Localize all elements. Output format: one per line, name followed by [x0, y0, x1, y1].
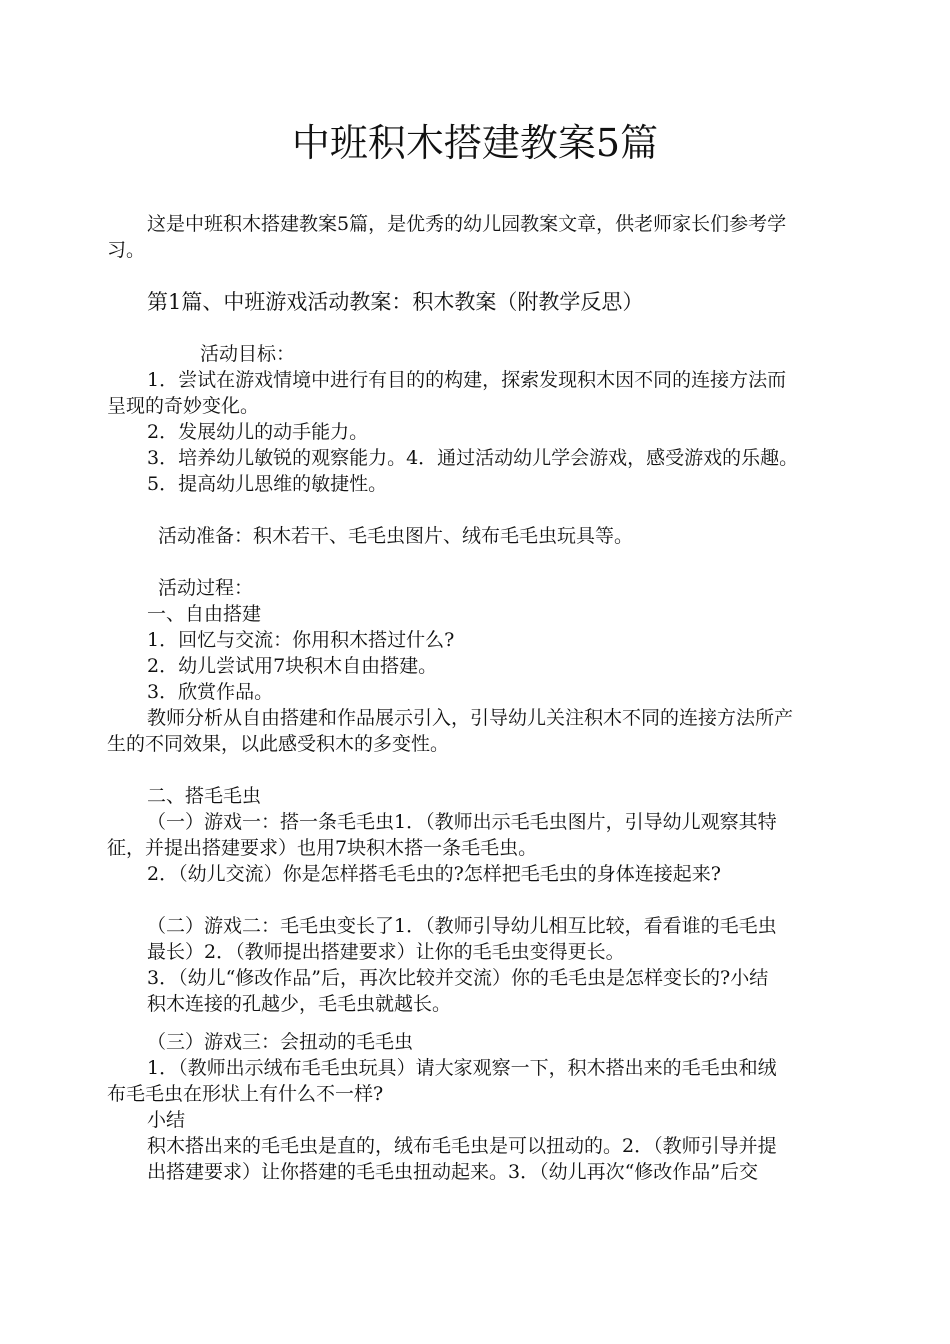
- body-line: （二）游戏二：毛毛虫变长了1．（教师引导幼儿相互比较，看看谁的毛毛虫: [147, 915, 777, 937]
- body-line: 呈现的奇妙变化。: [107, 395, 260, 417]
- body-line: 一、自由搭建: [147, 603, 262, 625]
- body-line: 教师分析从自由搭建和作品展示引入，引导幼儿关注积木不同的连接方法所产: [147, 707, 794, 729]
- body-line: 1．回忆与交流：你用积木搭过什么?: [147, 629, 455, 651]
- intro-line-1: 这是中班积木搭建教案5篇，是优秀的幼儿园教案文章，供老师家长们参考学: [147, 213, 787, 235]
- body-line: 最长）2．（教师提出搭建要求）让你的毛毛虫变得更长。: [147, 941, 625, 963]
- body-line: 3．培养幼儿敏锐的观察能力。4．通过活动幼儿学会游戏，感受游戏的乐趣。: [147, 447, 799, 469]
- section-heading: 第1篇、中班游戏活动教案：积木教案（附教学反思）: [147, 290, 644, 314]
- body-line: 积木连接的孔越少，毛毛虫就越长。: [147, 993, 452, 1015]
- body-line: 1．（教师出示绒布毛毛虫玩具）请大家观察一下，积木搭出来的毛毛虫和绒: [147, 1057, 777, 1079]
- body-line: 1．尝试在游戏情境中进行有目的的构建，探索发现积木因不同的连接方法而: [147, 369, 787, 391]
- body-line: 2．幼儿尝试用7块积木自由搭建。: [147, 655, 438, 677]
- body-line: 二、搭毛毛虫: [147, 785, 262, 807]
- body-line: 3．欣赏作品。: [147, 681, 274, 703]
- body-line: 活动准备：积木若干、毛毛虫图片、绒布毛毛虫玩具等。: [158, 525, 634, 547]
- body-line: （三）游戏三：会扭动的毛毛虫: [147, 1031, 414, 1053]
- body-line: 2．发展幼儿的动手能力。: [147, 421, 369, 443]
- body-line: 活动过程：: [158, 577, 254, 599]
- body-line: 布毛毛虫在形状上有什么不一样?: [107, 1083, 384, 1105]
- body-line: 5．提高幼儿思维的敏捷性。: [147, 473, 388, 495]
- body-line: 3．（幼儿“修改作品”后，再次比较并交流）你的毛毛虫是怎样变长的?小结: [147, 967, 769, 989]
- body-line: 积木搭出来的毛毛虫是直的，绒布毛毛虫是可以扭动的。2．（教师引导并提: [147, 1135, 777, 1157]
- body-line: 生的不同效果，以此感受积木的多变性。: [107, 733, 450, 755]
- body-line: （一）游戏一：搭一条毛毛虫1．（教师出示毛毛虫图片，引导幼儿观察其特: [147, 811, 777, 833]
- body-line: 出搭建要求）让你搭建的毛毛虫扭动起来。3．（幼儿再次“修改作品”后交: [147, 1161, 759, 1183]
- body-line: 2．（幼儿交流）你是怎样搭毛毛虫的?怎样把毛毛虫的身体连接起来?: [147, 863, 721, 885]
- intro-line-2: 习。: [107, 239, 146, 261]
- body-line: 活动目标：: [200, 343, 296, 365]
- document-title: 中班积木搭建教案5篇: [291, 121, 659, 165]
- body-line: 小结: [147, 1109, 186, 1131]
- body-line: 征，并提出搭建要求）也用7块积木搭一条毛毛虫。: [107, 837, 538, 859]
